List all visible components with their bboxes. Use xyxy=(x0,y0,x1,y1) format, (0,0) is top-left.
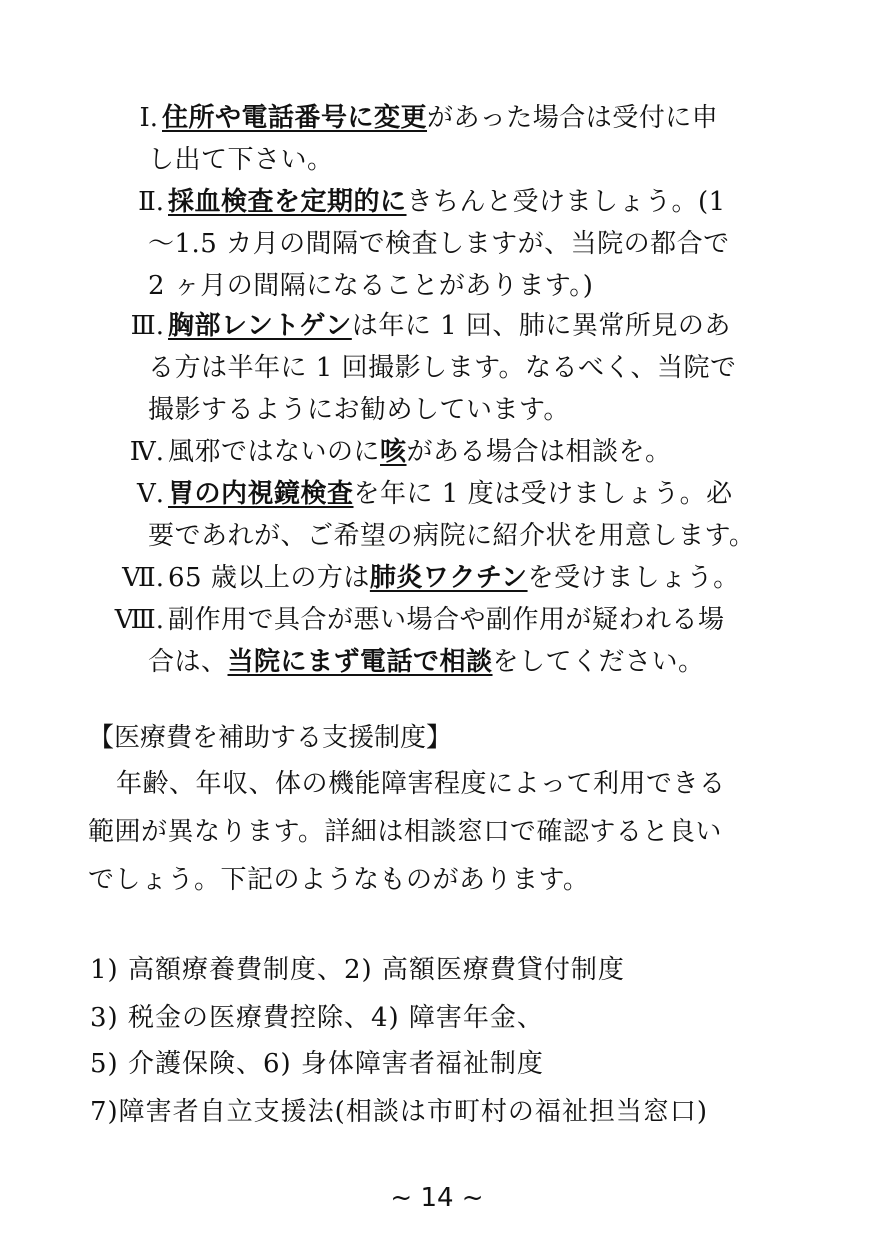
note-line: 2 ヶ月の間隔になることがあります。) xyxy=(148,271,594,301)
list-item: 7)障害者自立支援法(相談は市町村の福祉担当窓口) xyxy=(90,1097,708,1127)
emphasis-text: 胸部レントゲン xyxy=(168,311,352,341)
note-line: し出て下さい。 xyxy=(148,145,334,175)
list-item: 3) 税金の医療費控除、4) 障害年金、 xyxy=(90,1003,544,1033)
emphasis-text: 肺炎ワクチン xyxy=(369,563,528,593)
emphasis-text: 咳 xyxy=(380,437,407,467)
note-line: 住所や電話番号に変更があった場合は受付に申 xyxy=(162,103,719,133)
note-number: Ⅶ. xyxy=(122,563,164,593)
paragraph-line: でしょう。下記のようなものがあります。 xyxy=(88,865,590,895)
page-number: ~ 14 ~ xyxy=(390,1183,484,1213)
note-number: Ⅳ. xyxy=(129,437,164,467)
note-line: 風邪ではないのに咳がある場合は相談を。 xyxy=(168,437,672,467)
note-line: 撮影するようにお勧めしています。 xyxy=(148,395,570,425)
emphasis-text: 胃の内視鏡検査 xyxy=(168,479,354,509)
emphasis-text: 採血検査を定期的に xyxy=(168,187,407,217)
note-number: Ⅴ. xyxy=(136,479,164,509)
note-line: 65 歳以上の方は肺炎ワクチンを受けましょう。 xyxy=(168,563,740,593)
note-line: 副作用で具合が悪い場合や副作用が疑われる場 xyxy=(168,605,725,635)
note-line: 要であれが、ご希望の病院に紹介状を用意します。 xyxy=(148,521,756,551)
section-title: 【医療費を補助する支援制度】 xyxy=(88,723,453,753)
emphasis-text: 当院にまず電話で相談 xyxy=(227,647,493,677)
note-line: 採血検査を定期的にきちんと受けましょう。(1 xyxy=(168,187,726,217)
note-number: Ⅰ. xyxy=(139,103,158,133)
note-line: 胃の内視鏡検査を年に 1 度は受けましょう。必 xyxy=(168,479,733,509)
list-item: 1) 高額療養費制度、2) 高額医療費貸付制度 xyxy=(90,955,625,985)
list-item: 5) 介護保険、6) 身体障害者福祉制度 xyxy=(90,1049,544,1079)
note-line: ～1.5 カ月の間隔で検査しますが、当院の都合で xyxy=(148,229,730,259)
note-number: Ⅲ. xyxy=(130,311,164,341)
note-number: Ⅱ. xyxy=(138,187,164,217)
note-number: Ⅷ. xyxy=(114,605,164,635)
note-line: る方は半年に 1 回撮影します。なるべく、当院で xyxy=(148,353,737,383)
paragraph-line: 範囲が異なります。詳細は相談窓口で確認すると良い xyxy=(88,817,722,847)
paragraph-line: 年齢、年収、体の機能障害程度によって利用できる xyxy=(116,769,726,799)
emphasis-text: 住所や電話番号に変更 xyxy=(162,103,428,133)
note-line: 合は、当院にまず電話で相談をしてください。 xyxy=(148,647,705,677)
note-line: 胸部レントゲンは年に 1 回、肺に異常所見のあ xyxy=(168,311,731,341)
